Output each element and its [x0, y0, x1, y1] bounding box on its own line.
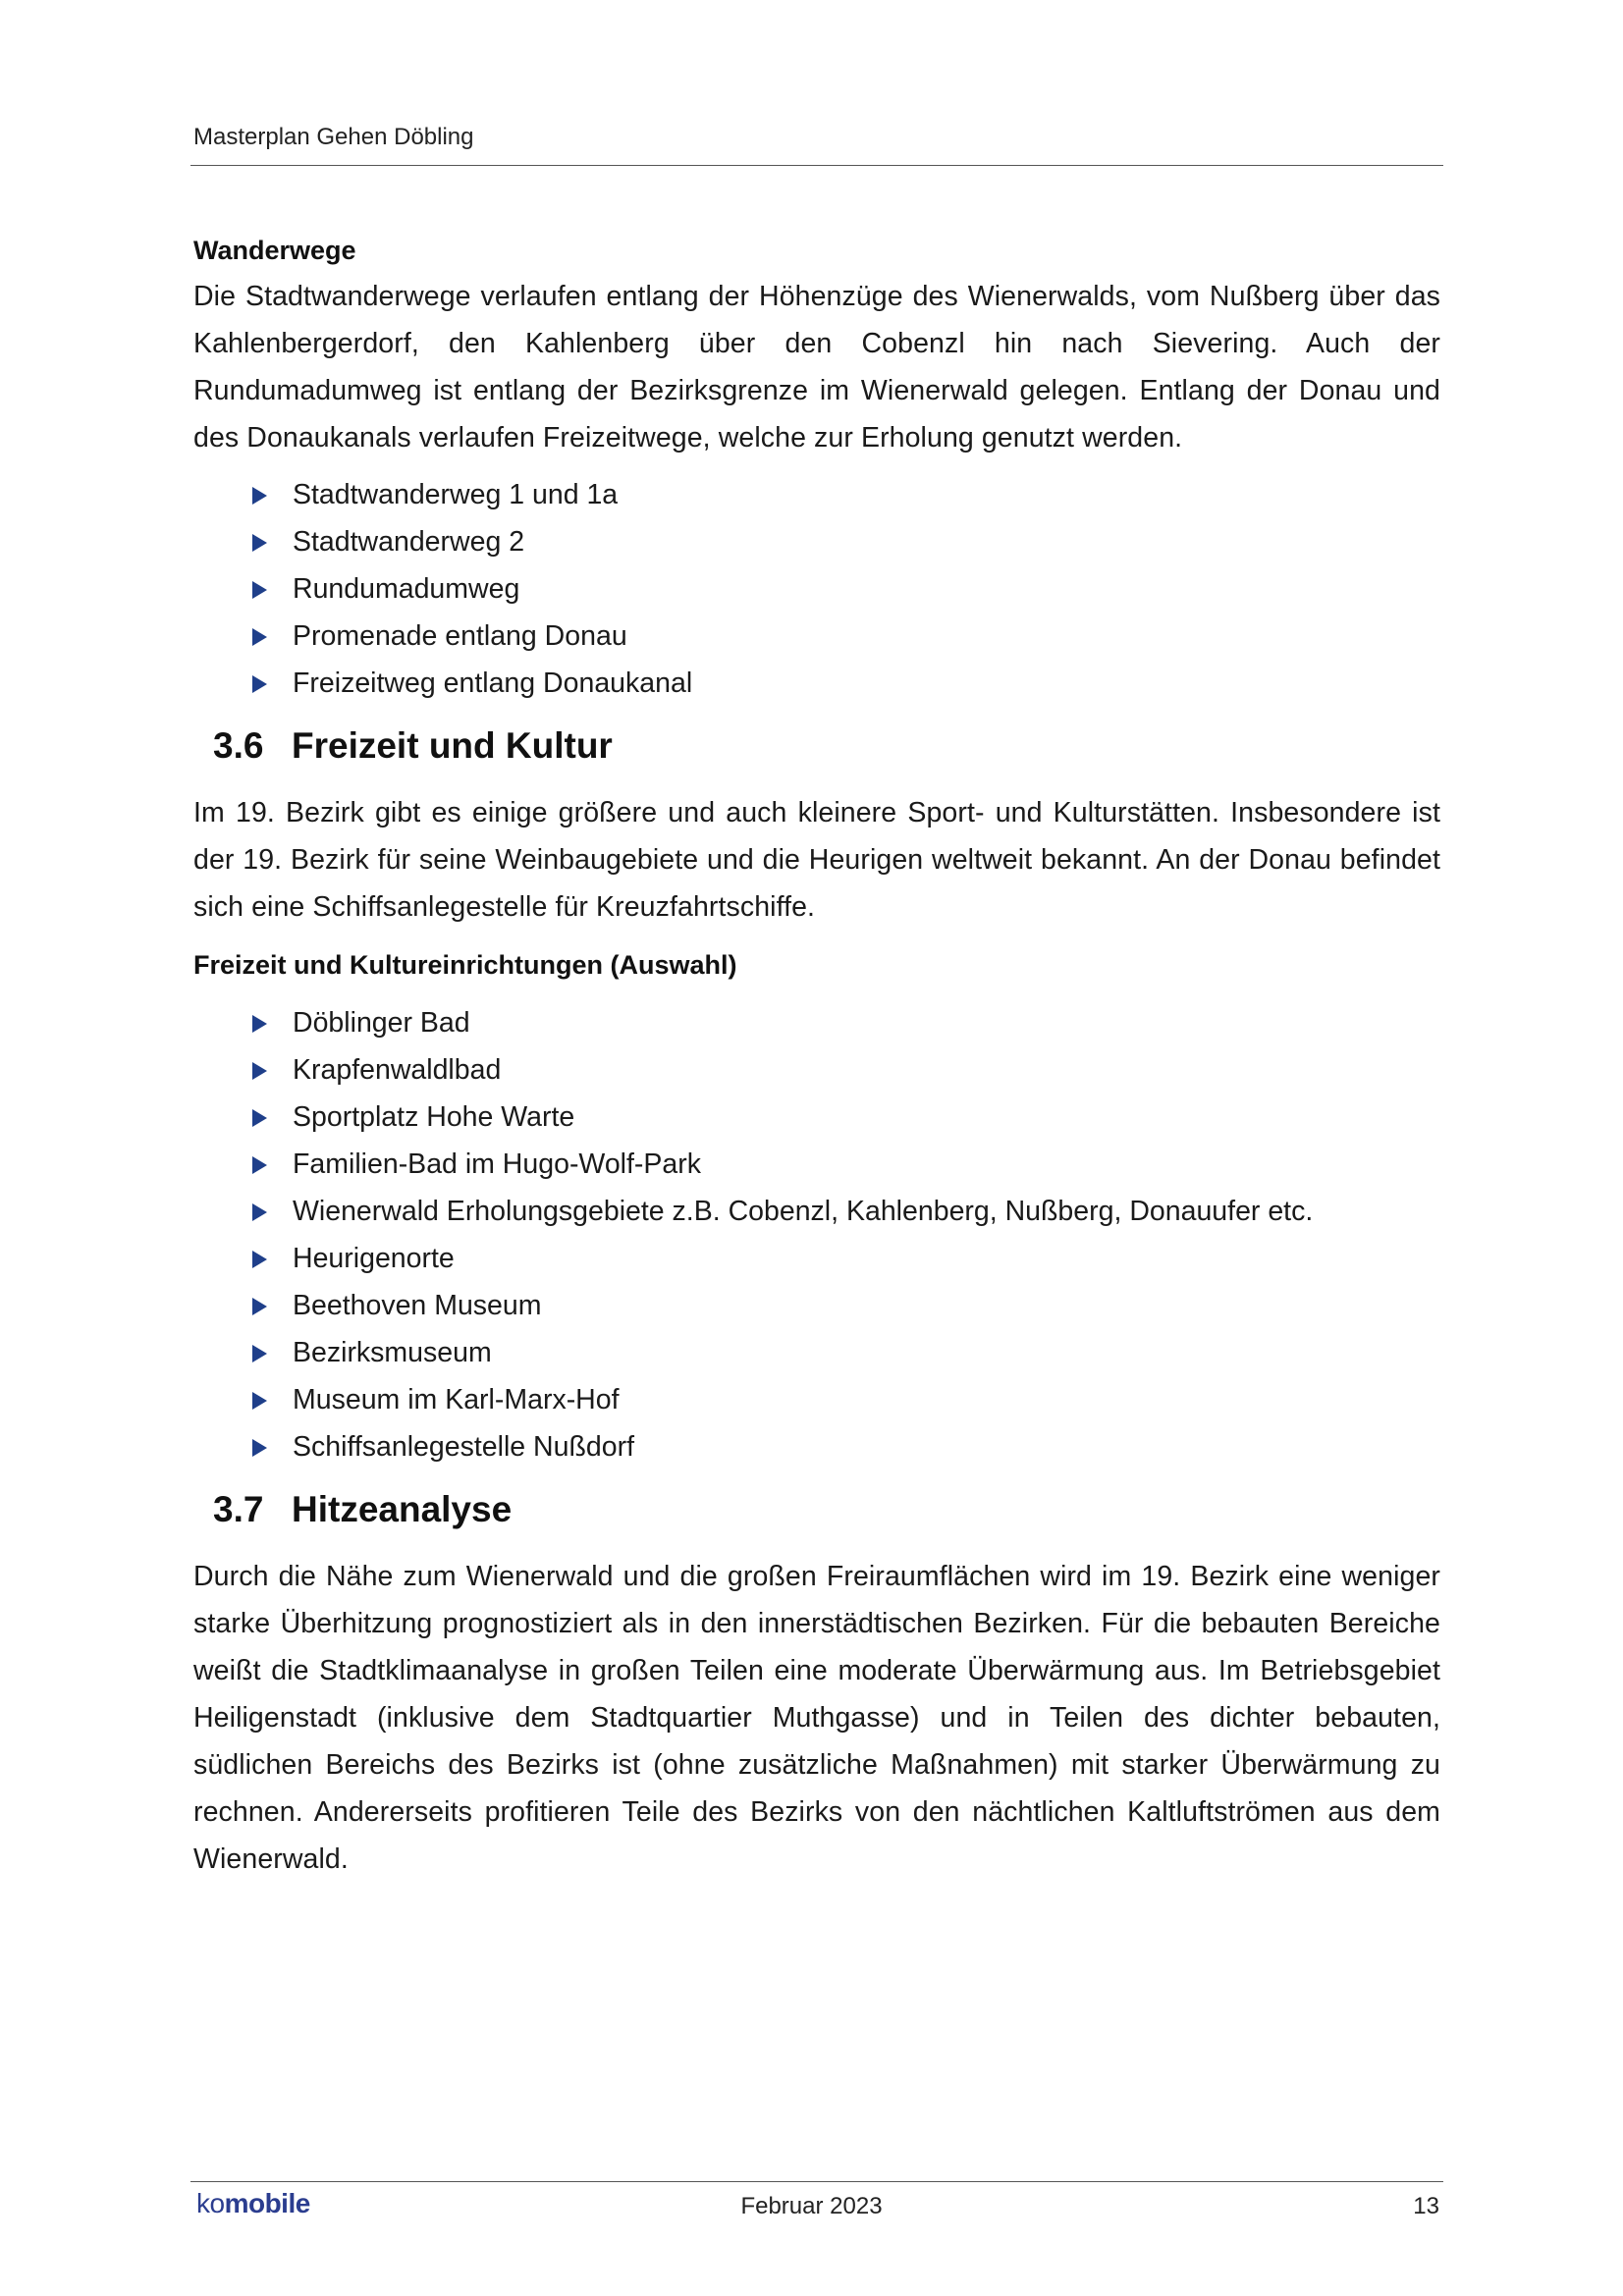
section-title: Freizeit und Kultur — [292, 725, 613, 766]
list-item-text: Stadtwanderweg 1 und 1a — [293, 479, 619, 510]
running-header-title: Masterplan Gehen Döbling — [193, 124, 474, 150]
section-title: Hitzeanalyse — [292, 1489, 513, 1529]
list-item — [193, 471, 1440, 518]
section-number: 3.7 — [213, 1489, 264, 1529]
footer-date: Februar 2023 — [740, 2193, 883, 2219]
list-item — [193, 1376, 1440, 1423]
triangle-bullet-icon — [252, 581, 267, 599]
list-item — [193, 1282, 1440, 1329]
triangle-bullet-icon — [252, 534, 267, 552]
triangle-bullet-icon — [252, 1251, 267, 1268]
triangle-bullet-icon — [252, 1298, 267, 1315]
footer-divider — [190, 2181, 1443, 2182]
list-item-text: Stadtwanderweg 2 — [293, 526, 525, 558]
wanderwege-heading: Wanderwege — [193, 236, 356, 265]
section-number: 3.6 — [213, 725, 264, 766]
list-item-text: Heurigenorte — [293, 1243, 455, 1274]
list-item — [193, 1329, 1440, 1376]
list-item-text: Krapfenwaldlbad — [293, 1054, 502, 1086]
list-item-text: Schiffsanlegestelle Nußdorf — [293, 1431, 634, 1463]
section-heading-3-6 — [193, 724, 1440, 768]
list-item-text: Döblinger Bad — [293, 1007, 470, 1039]
list-item-text: Promenade entlang Donau — [293, 620, 627, 652]
list-item — [193, 613, 1440, 660]
page-number: 13 — [1413, 2193, 1439, 2219]
triangle-bullet-icon — [252, 1392, 267, 1410]
list-item — [193, 565, 1440, 613]
logo-prefix: ko — [196, 2188, 225, 2218]
logo-suffix: mobile — [224, 2188, 310, 2218]
list-item — [193, 518, 1440, 565]
list-item-text: Wienerwald Erholungsgebiete z.B. Cobenzl, Kahlenberg, Nußberg, Donauufer etc. — [293, 1196, 1314, 1227]
triangle-bullet-icon — [252, 1345, 267, 1362]
list-item-text: Museum im Karl-Marx-Hof — [293, 1384, 620, 1415]
list-item-text: Freizeitweg entlang Donaukanal — [293, 667, 693, 699]
triangle-bullet-icon — [252, 1015, 267, 1033]
triangle-bullet-icon — [252, 1109, 267, 1127]
section-heading-3-7 — [193, 1488, 1440, 1531]
triangle-bullet-icon — [252, 1439, 267, 1457]
wanderwege-list — [193, 471, 1440, 707]
header-divider — [190, 165, 1443, 166]
triangle-bullet-icon — [252, 675, 267, 693]
list-item-text: Bezirksmuseum — [293, 1337, 492, 1368]
list-item-text: Beethoven Museum — [293, 1290, 542, 1321]
list-item-text: Familien-Bad im Hugo-Wolf-Park — [293, 1148, 702, 1180]
list-item — [193, 999, 1440, 1046]
list-item — [193, 1046, 1440, 1094]
freizeit-paragraph: Im 19. Bezirk gibt es einige größere und auch kleinere Sport- und Kulturstätten. Insbesondere ist der 19. Bezirk für seine Weinbaugebiete und die Heurigen weltweit bekannt. An der Donau befindet sich eine Schiffsanlegestelle für Kreuzfahrtschiffe. — [193, 797, 1440, 923]
page-content — [193, 234, 1440, 1883]
list-item — [193, 1423, 1440, 1470]
list-item-text: Rundumadumweg — [293, 573, 520, 605]
freizeit-list — [193, 999, 1440, 1470]
freizeit-subheading: Freizeit und Kultureinrichtungen (Auswahl) — [193, 950, 737, 980]
triangle-bullet-icon — [252, 1203, 267, 1221]
hitze-paragraph: Durch die Nähe zum Wienerwald und die großen Freiraumflächen wird im 19. Bezirk eine weniger starke Überhitzung prognostiziert als in den innerstädtischen Bezirken. Für die bebauten Bereiche weißt die Stadtklimaanalyse in großen Teilen eine moderate Überwärmung aus. Im Betriebsgebiet Heiligenstadt (inklusive dem Stadtquartier Muthgasse) und in Teilen des dichter bebauten, südlichen Bereichs des Bezirks ist (ohne zusätzliche Maßnahmen) mit starker Überwärmung zu rechnen. Andererseits profitieren Teile des Bezirks von den nächtlichen Kaltluftströmen aus dem Wienerwald. — [193, 1561, 1440, 1875]
list-item — [193, 1141, 1440, 1188]
triangle-bullet-icon — [252, 1062, 267, 1080]
list-item — [193, 1235, 1440, 1282]
list-item — [193, 1188, 1440, 1235]
wanderwege-paragraph: Die Stadtwanderwege verlaufen entlang der Höhenzüge des Wienerwalds, vom Nußberg über das Kahlenbergerdorf, den Kahlenberg über den Cobenzl hin nach Sievering. Auch der Rundumadumweg ist entlang der Bezirksgrenze im Wienerwald gelegen. Entlang der Donau und des Donaukanals verlaufen Freizeitwege, welche zur Erholung genutzt werden. — [193, 281, 1440, 454]
triangle-bullet-icon — [252, 1156, 267, 1174]
triangle-bullet-icon — [252, 487, 267, 505]
list-item-text: Sportplatz Hohe Warte — [293, 1101, 575, 1133]
list-item — [193, 660, 1440, 707]
list-item — [193, 1094, 1440, 1141]
triangle-bullet-icon — [252, 628, 267, 646]
